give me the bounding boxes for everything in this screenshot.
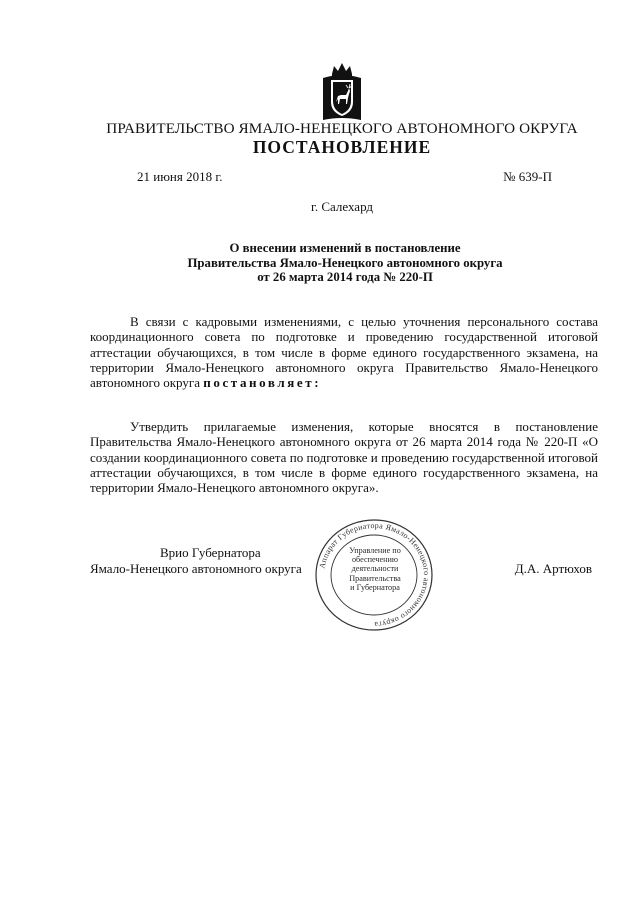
stamp-line: Управление по	[349, 546, 401, 555]
document-type-title: ПОСТАНОВЛЕНИЕ	[252, 137, 432, 157]
subject-line: от 26 марта 2014 года № 220-П	[257, 270, 433, 284]
signatory-name: Д.А. Артюхов	[514, 561, 592, 576]
document-number: № 639-П	[503, 169, 552, 184]
resolves-word: постановляет:	[203, 375, 322, 391]
stamp-line: Правительства	[349, 573, 401, 583]
coat-of-arms-icon	[319, 60, 365, 122]
document-subject	[90, 241, 600, 285]
stamp-line: обеспечению	[351, 555, 399, 565]
stamp-ring-text: Аппарат Губернатора Ямало-Ненецкого автономного округа	[317, 520, 432, 630]
preamble-paragraph	[90, 314, 598, 390]
organization-title: ПРАВИТЕЛЬСТВО ЯМАЛО-НЕНЕЦКОГО АВТОНОМНОГО ОКРУГА	[106, 120, 578, 137]
document-date: 21 июня 2018 г.	[137, 169, 223, 184]
signatory-region: Ямало-Ненецкого автономного округа	[90, 561, 302, 576]
stamp-line: деятельности	[351, 564, 399, 574]
document-city: г. Салехард	[310, 199, 374, 214]
resolution-paragraph: Утвердить прилагаемые изменения, которые вносятся в постановление Правительства Ямало-Ненецкого автономного округа от 26 марта 2014 года № 220-П «О создании координационного совета по подготовке и проведению государственной итоговой аттестации обучающихся, в том числе в форме единого государственного экзамена, на территории Ямало-Ненецкого автономного округа».	[90, 419, 598, 496]
preamble-text: В связи с кадровыми изменениями, с целью уточнения персонального состава координационного совета по подготовке и проведению государственной итоговой аттестации обучающихся, в том числе в форме единого государственного экзамена, на территории Ямало-Ненецкого автономного округа Правительство Ямало-Ненецкого автономного округа	[90, 314, 598, 391]
subject-line: Правительства Ямало-Ненецкого автономного округа	[187, 255, 503, 270]
stamp-line: и Губернатора	[350, 582, 400, 592]
stamp-inner-text	[342, 546, 408, 592]
subject-line: О внесении изменений в постановление	[229, 241, 461, 255]
signatory-title: Врио Губернатора	[160, 545, 261, 560]
